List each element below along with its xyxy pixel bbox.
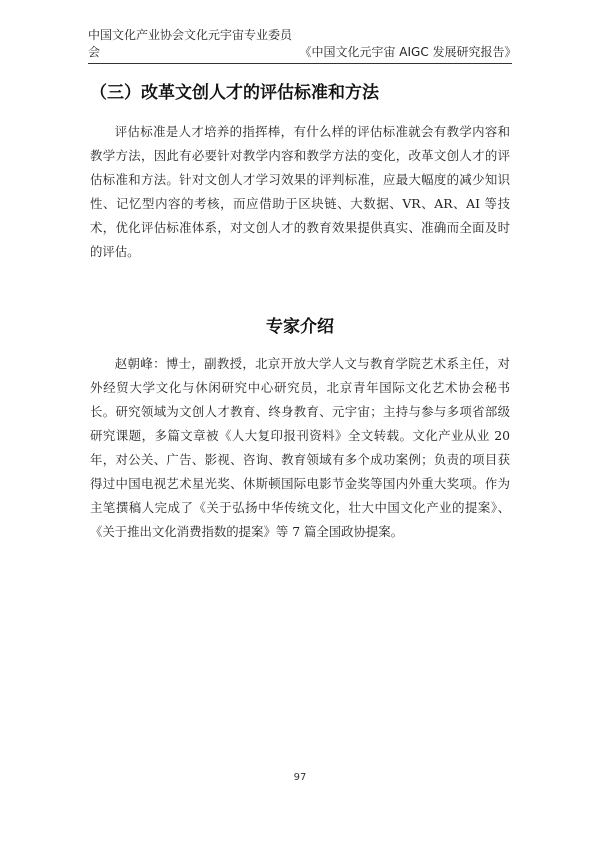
- section-paragraph: 评估标准是人才培养的指挥棒，有什么样的评估标准就会有教学内容和教学方法，因此有必要针对教学内容和教学方法的变化，改革文创人才的评估标准和方法。针对文创人才学习效果的评判标准，应最大幅度的减少知识性、记忆型内容的考核，而应借助于区块链、大数据、VR、AR、AI 等技术，优化评估标准体系，对文创人才的教育效果提供真实、准确而全面及时的评估。: [90, 124, 510, 259]
- page-header: [88, 28, 517, 64]
- header-left-text: 中国文化产业协会文化元宇宙专业委员会: [88, 28, 293, 59]
- expert-bio-paragraph: 赵朝峰：博士，副教授，北京开放大学人文与教育学院艺术系主任，对外经贸大学文化与休闲研究中心研究员，北京青年国际文化艺术协会秘书长。研究领域为文创人才教育、终身教育、元宇宙；主持与参与多项省部级研究课题，多篇文章被《人大复印报刊资料》全文转载。文化产业从业 20 年，对公关、广告、影视、咨询、教育领域有多个成功案例；负责的项目获得过中国电视艺术星光奖、休斯顿国际电影节金奖等国内外重大奖项。作为主笔撰稿人完成了《关于弘扬中华传统文化，壮大中国文化产业的提案》、《关于推出文化消费指数的提案》等 7 篇全国政协提案。: [90, 356, 510, 539]
- section-title: （三）改革文创人才的评估标准和方法: [90, 83, 379, 103]
- expert-intro-title: 专家介绍: [266, 317, 334, 337]
- page-number: 97: [293, 772, 307, 783]
- header-right-text: 《中国文化元宇宙 AIGC 发展研究报告》: [299, 45, 517, 59]
